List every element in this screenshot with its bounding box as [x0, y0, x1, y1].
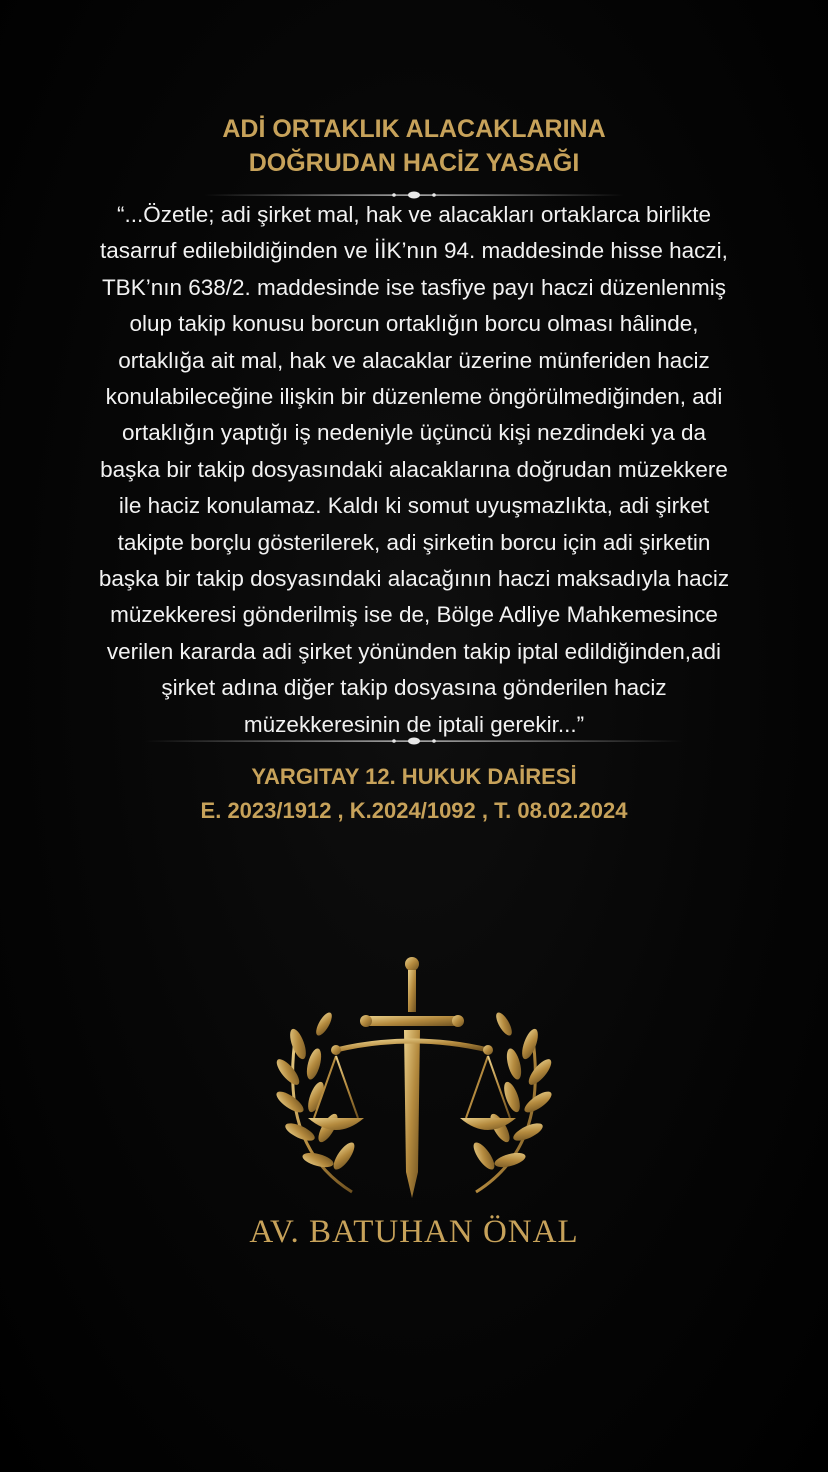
quote-line: “...Özetle; adi şirket mal, hak ve alacakları ortaklarca birlikte [117, 202, 711, 227]
quote-line: verilen kararda adi şirket yönünden takip iptal edildiğinden,adi [106, 638, 722, 664]
page-title [0, 112, 828, 180]
brand-name: AV. BATUHAN ÖNAL [249, 1214, 579, 1250]
quote-text [28, 197, 800, 743]
quote-line: ortaklığın yaptığı iş nedeniyle üçüncü kişi nezdindeki ya da [121, 420, 707, 446]
quote-line: takipte borçlu gösterilerek, adi şirketin borcu için adi şirketin [117, 529, 711, 555]
quote-line: TBK’nın 638/2. maddesinde ise tasfiye payı haczi düzenlenmiş [101, 274, 727, 300]
quote-line: müzekkeresi gönderilmiş ise de, Bölge Adliye Mahkemesince [110, 602, 718, 628]
quote-line: ortaklığa ait mal, hak ve alacaklar üzerine münferiden haciz [118, 347, 710, 373]
ornamental-divider-bottom [0, 735, 828, 747]
quote-line: müzekkeresinin de iptali gerekir...” [243, 711, 585, 737]
case-citation: E. 2023/1912 , K.2024/1092 , T. 08.02.2024 [200, 798, 628, 823]
divider-icon [144, 735, 684, 747]
title-line-1: ADİ ORTAKLIK ALACAKLARINA [222, 115, 606, 143]
quote-line: olup takip konusu borcun ortaklığın borcu olması hâlinde, [129, 311, 699, 337]
quote-line: şirket adına diğer takip dosyasına gönderilen haciz [161, 675, 667, 701]
quote-line: tasarruf edilebildiğinden ve İİK’nın 94. maddesinde hisse haczi, [100, 238, 728, 264]
court-name: YARGITAY 12. HUKUK DAİRESİ [251, 764, 577, 789]
title-line-2: DOĞRUDAN HACİZ YASAĞI [248, 149, 580, 177]
quote-line: başka bir takip dosyasındaki alacaklarına doğrudan müzekkere [100, 456, 728, 482]
quote-line: konulabileceğine ilişkin bir düzenleme öngörülmediğinden, adi [105, 384, 723, 410]
quote-line: başka bir takip dosyasındaki alacağının haczi maksadıyla haciz [98, 566, 730, 592]
sword-scales-laurel-icon [274, 952, 554, 1212]
quote-line: ile haciz konulamaz. Kaldı ki somut uyuşmazlıkta, adi şirket [118, 493, 710, 519]
case-reference [0, 760, 828, 828]
